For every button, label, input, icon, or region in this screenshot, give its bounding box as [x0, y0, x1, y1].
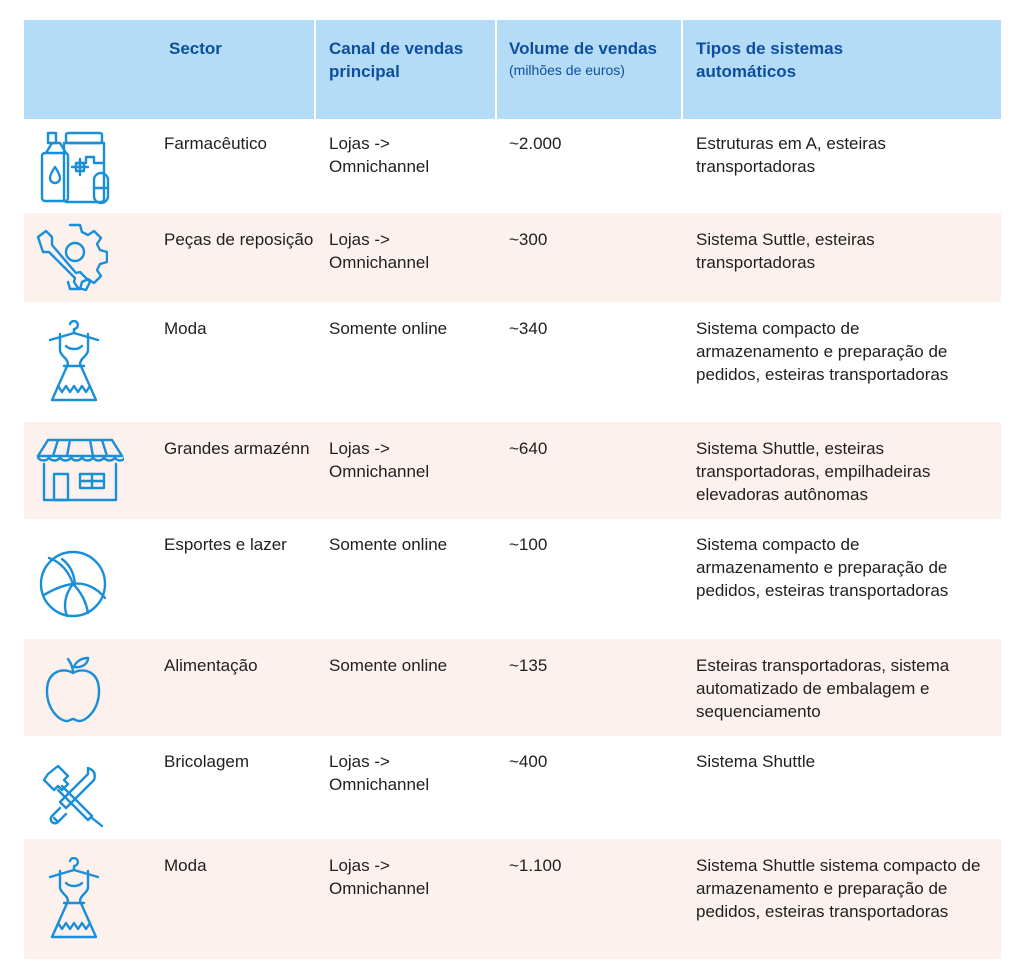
pharmacy-icon — [40, 127, 114, 205]
table-row — [24, 213, 1001, 302]
table-row — [24, 736, 1001, 839]
cell-channel: Somente online — [329, 319, 448, 338]
cell-systems: Sistema compacto de armazenamento e preparação de pedidos, esteiras transportadoras — [696, 535, 949, 600]
cell-channel: Lojas -> Omnichannel — [329, 439, 430, 481]
header-volume — [509, 20, 689, 119]
header-divider — [495, 20, 497, 119]
cell-systems: Esteiras transportadoras, sistema automatizado de embalagem e sequenciamento — [696, 656, 950, 721]
sector-table — [24, 20, 1001, 959]
header-sector: Sector — [169, 39, 222, 58]
cell-systems: Sistema compacto de armazenamento e preparação de pedidos, esteiras transportadoras — [696, 319, 949, 384]
hammer-screwdriver-icon — [42, 764, 106, 828]
cell-sector: Moda — [164, 856, 207, 875]
cell-sector: Grandes armazénn — [164, 439, 310, 458]
cell-volume: ~100 — [509, 535, 548, 554]
cell-channel: Lojas -> Omnichannel — [329, 230, 430, 272]
cell-channel: Lojas -> Omnichannel — [329, 134, 430, 176]
table-row — [24, 119, 1001, 213]
dress-icon — [44, 320, 104, 404]
cell-systems: Sistema Shuttle — [696, 752, 816, 771]
cell-channel: Lojas -> Omnichannel — [329, 856, 430, 898]
table-header — [24, 20, 1001, 119]
cell-sector: Farmacêutico — [164, 134, 267, 153]
header-channel: Canal de vendas principal — [329, 39, 464, 81]
cell-volume: ~340 — [509, 319, 548, 338]
header-divider — [314, 20, 316, 119]
gear-wrench-icon — [34, 219, 108, 295]
table-row — [24, 302, 1001, 422]
cell-volume: ~1.100 — [509, 856, 562, 875]
cell-systems: Sistema Suttle, esteiras transportadoras — [696, 230, 875, 272]
cell-volume: ~300 — [509, 230, 548, 249]
cell-channel: Lojas -> Omnichannel — [329, 752, 430, 794]
volleyball-icon — [38, 549, 108, 619]
dress-icon — [44, 857, 104, 941]
cell-sector: Esportes e lazer — [164, 535, 287, 554]
table-row — [24, 639, 1001, 736]
header-volume-title: Volume de vendas — [509, 39, 658, 58]
cell-volume: ~640 — [509, 439, 548, 458]
header-volume-unit: (milhões de euros) — [509, 62, 625, 78]
cell-systems: Estruturas em A, esteiras transportadoras — [696, 134, 886, 176]
table-row — [24, 422, 1001, 519]
cell-volume: ~400 — [509, 752, 548, 771]
cell-sector: Moda — [164, 319, 207, 338]
cell-systems: Sistema Shuttle sistema compacto de armazenamento e preparação de pedidos, esteiras transportadoras — [696, 856, 981, 921]
store-icon — [36, 438, 124, 502]
cell-volume: ~2.000 — [509, 134, 562, 153]
cell-channel: Somente online — [329, 656, 448, 675]
table-row — [24, 519, 1001, 639]
table-row — [24, 839, 1001, 959]
cell-sector: Alimentação — [164, 656, 258, 675]
cell-sector: Bricolagem — [164, 752, 250, 771]
cell-sector: Peças de reposição — [164, 230, 314, 249]
header-systems: Tipos de sistemas automáticos — [696, 39, 844, 81]
apple-icon — [44, 655, 102, 725]
cell-volume: ~135 — [509, 656, 548, 675]
cell-systems: Sistema Shuttle, esteiras transportadoras, empilhadeiras elevadoras autônomas — [696, 439, 931, 504]
header-divider — [681, 20, 683, 119]
cell-channel: Somente online — [329, 535, 448, 554]
